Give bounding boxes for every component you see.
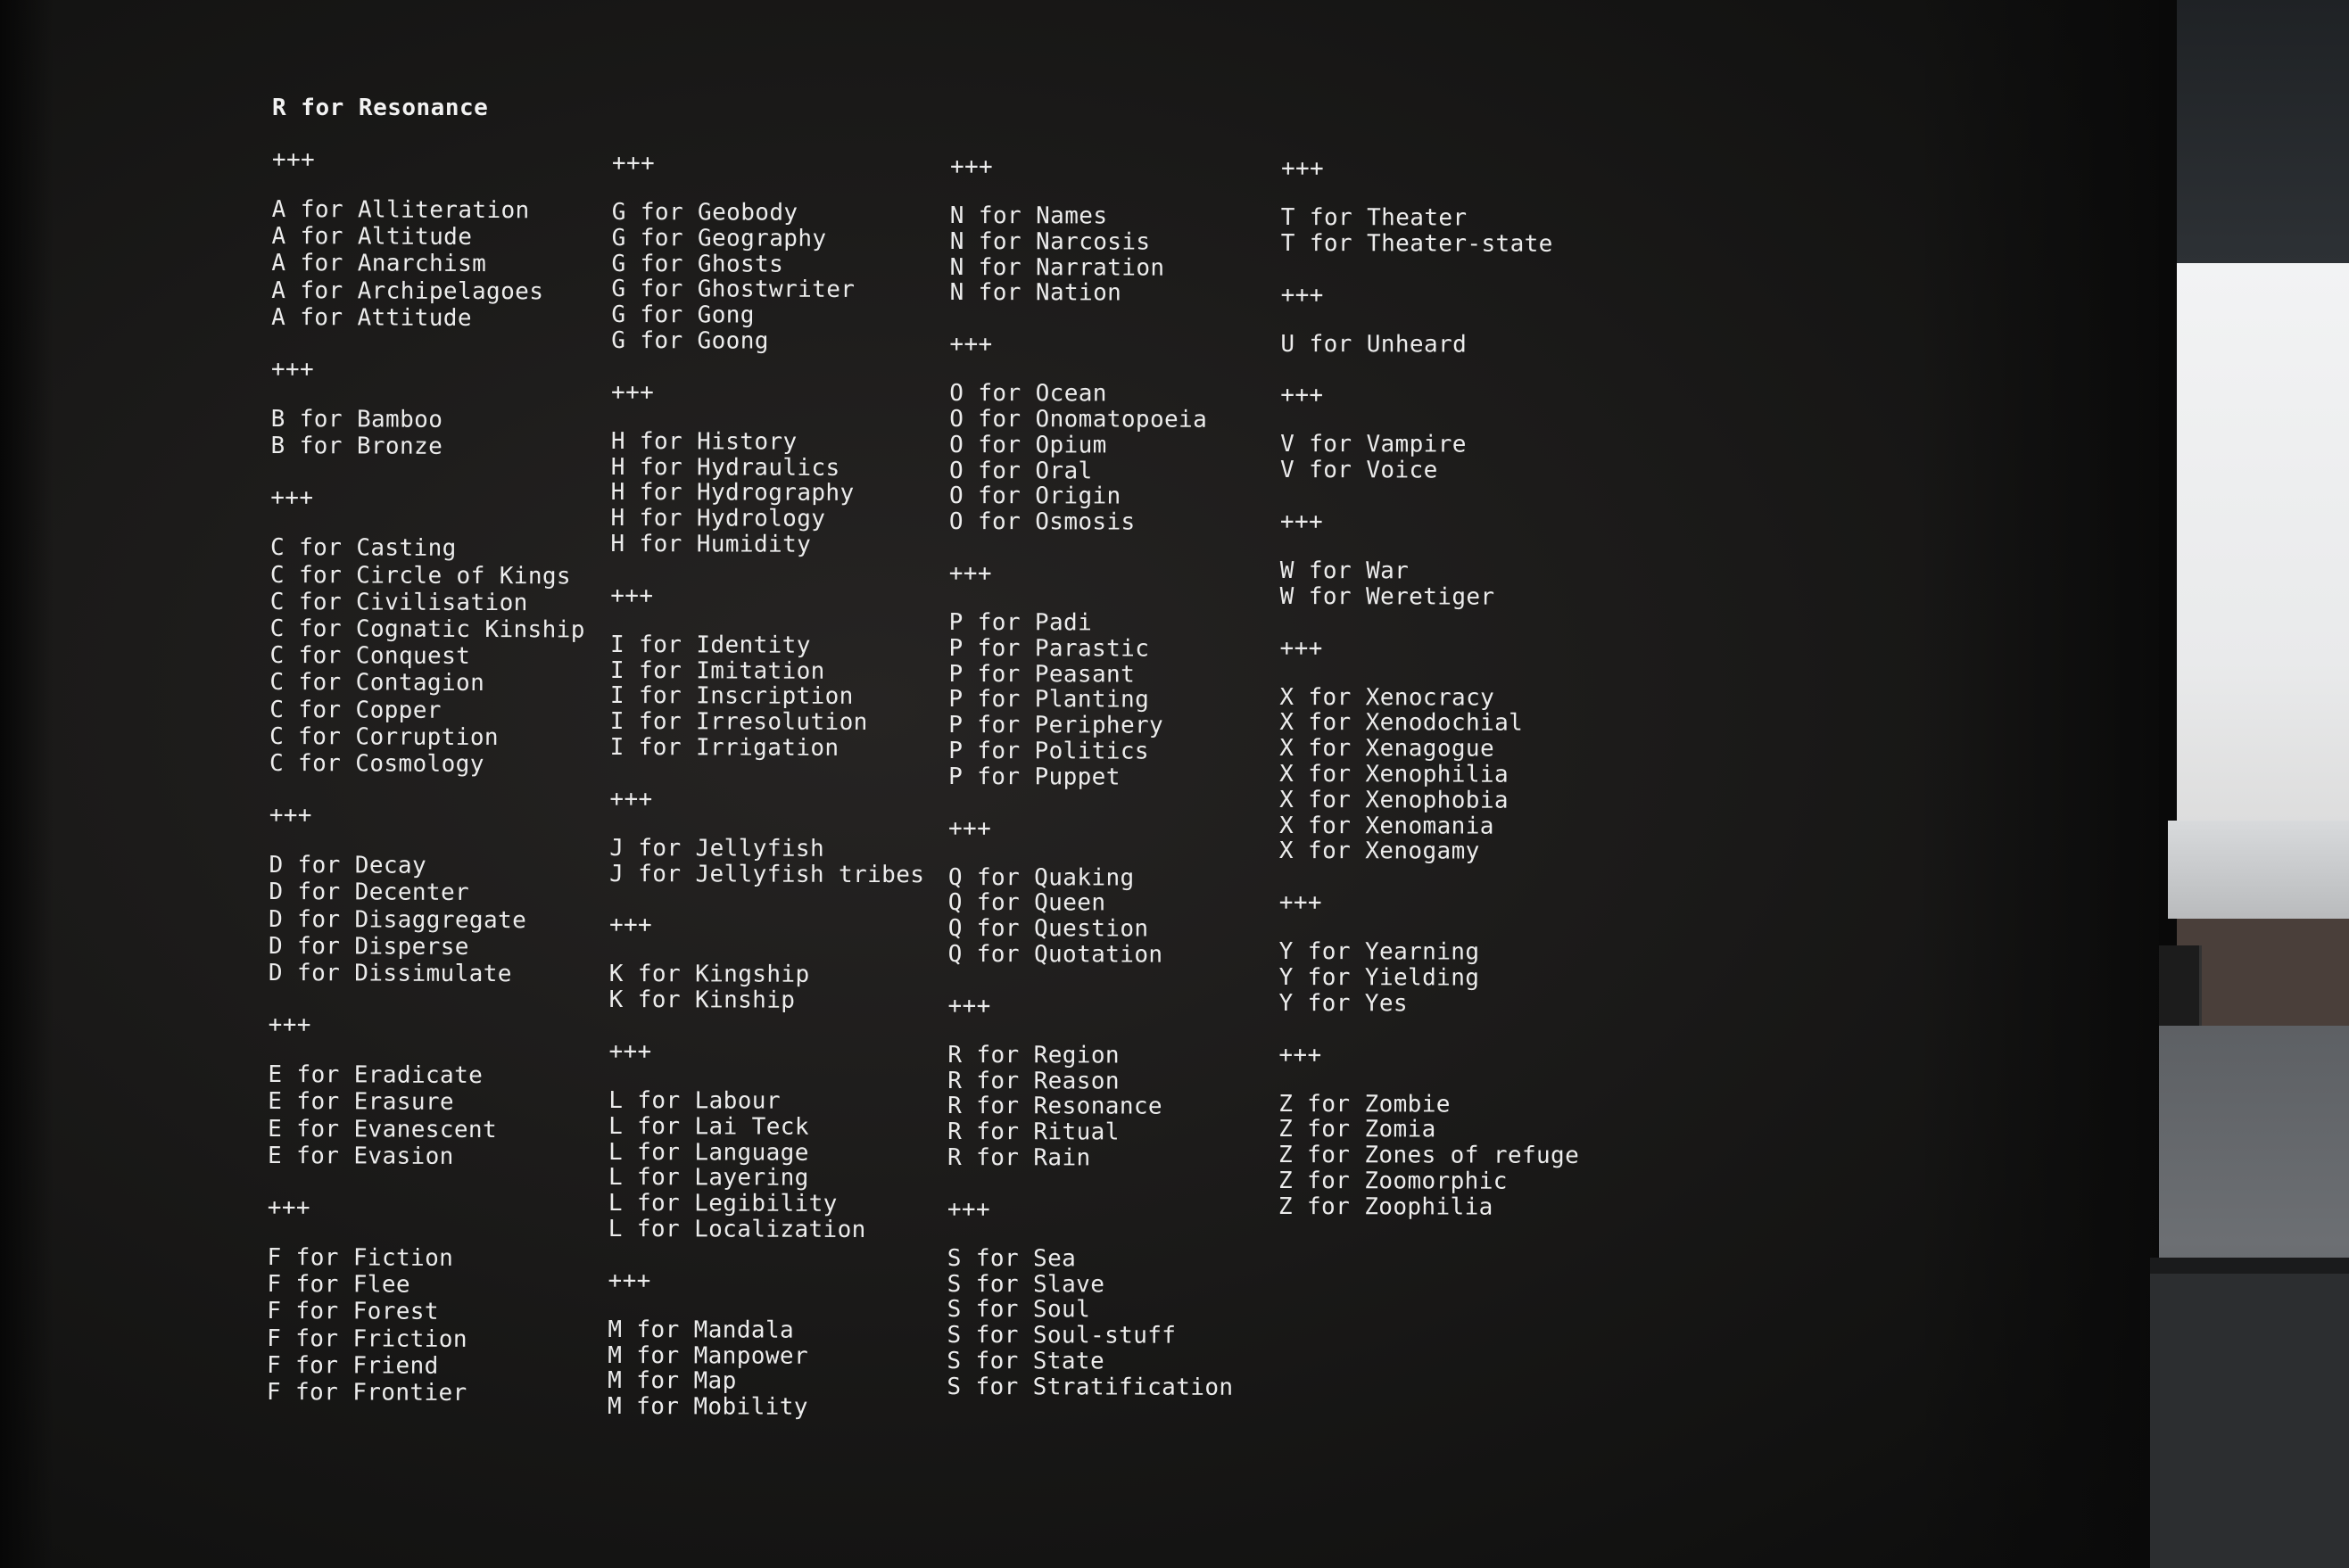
glossary-entry: I for Identity — [610, 631, 811, 659]
glossary-entry: P for Periphery — [948, 712, 1164, 739]
glossary-entry: G for Geography — [611, 224, 827, 252]
group-separator: +++ — [1280, 155, 1325, 183]
glossary-entry: B for Bronze — [270, 433, 443, 461]
glossary-entry: N for Narcosis — [949, 227, 1151, 256]
glossary-column — [1278, 155, 1582, 1220]
glossary-entry: N for Nation — [949, 279, 1122, 307]
group-separator: +++ — [269, 802, 312, 829]
group-separator: +++ — [1278, 1041, 1322, 1069]
glossary-entry: M for Manpower — [608, 1341, 809, 1370]
glossary-entry: H for Hydrography — [610, 479, 855, 508]
glossary-entry: R for Reason — [947, 1067, 1120, 1095]
glossary-entry: W for Weretiger — [1279, 582, 1495, 611]
glossary-entry: D for Disperse — [269, 932, 469, 961]
glossary-entry: C for Cognatic Kinship — [269, 615, 585, 644]
glossary-entry: A for Archipelagoes — [271, 276, 544, 305]
letter-group — [947, 993, 1235, 1172]
glossary-entry: J for Jellyfish — [609, 834, 825, 862]
group-separator: +++ — [949, 331, 993, 359]
group-separator: +++ — [271, 146, 316, 174]
group-separator: +++ — [947, 814, 992, 842]
glossary-entry: R for Region — [947, 1041, 1121, 1069]
glossary-entry: O for Osmosis — [948, 508, 1136, 536]
letter-group — [271, 146, 587, 333]
glossary-entry: P for Parastic — [948, 634, 1150, 663]
glossary-entry: U for Unheard — [1280, 330, 1468, 359]
glossary-entry: M for Mobility — [608, 1393, 808, 1421]
letter-group — [948, 560, 1236, 790]
letter-group — [611, 150, 927, 355]
glossary-entry: O for Oral — [949, 457, 1093, 484]
glossary-entry: O for Origin — [948, 483, 1121, 510]
gallery-back-wall — [2177, 919, 2349, 1026]
glossary-entry: L for Lai Teck — [608, 1112, 809, 1141]
glossary-entry: D for Decay — [269, 852, 427, 880]
group-separator: +++ — [270, 484, 314, 512]
glossary-entry: S for State — [947, 1347, 1105, 1375]
glossary-entry: V for Vampire — [1280, 431, 1467, 458]
glossary-entry: A for Altitude — [271, 223, 473, 252]
letter-group — [950, 153, 1237, 307]
group-separator: +++ — [947, 992, 991, 1019]
glossary-entry: G for Gong — [611, 301, 755, 329]
glossary-entry: P for Puppet — [948, 763, 1121, 791]
letter-group — [610, 379, 926, 558]
glossary-entry: T for Theater-state — [1280, 229, 1553, 258]
glossary-entry: G for Ghosts — [611, 250, 784, 278]
glossary-entry: S for Stratification — [947, 1373, 1234, 1401]
group-separator: +++ — [268, 1011, 311, 1039]
glossary-entry: C for Cosmology — [269, 750, 484, 779]
group-separator: +++ — [610, 378, 655, 406]
glossary-entry: N for Narration — [949, 253, 1165, 282]
group-separator: +++ — [611, 150, 656, 177]
glossary-entry: X for Xenophobia — [1279, 786, 1509, 814]
glossary-entry: C for Circle of Kings — [269, 561, 572, 590]
glossary-entry: P for Peasant — [948, 660, 1136, 689]
glossary-entry: X for Xenagogue — [1279, 735, 1495, 763]
glossary-entry: I for Imitation — [609, 656, 825, 685]
glossary-entry: F for Flee — [267, 1271, 411, 1299]
glossary-entry: Z for Zoophilia — [1278, 1193, 1493, 1221]
letter-group — [609, 786, 925, 888]
glossary-entry: Z for Zoomorphic — [1278, 1167, 1508, 1195]
glossary-entry: A for Anarchism — [271, 250, 487, 278]
glossary-entry: K for Kinship — [608, 986, 796, 1014]
glossary-entry: S for Soul — [947, 1296, 1091, 1324]
wall-title: R for Resonance — [272, 95, 489, 121]
glossary-entry: J for Jellyfish tribes — [609, 860, 925, 888]
wall-shadow-left — [0, 0, 54, 1568]
glossary-entry: R for Ritual — [947, 1118, 1120, 1146]
glossary-entry: L for Labour — [608, 1086, 781, 1115]
group-separator: +++ — [1280, 382, 1324, 409]
glossary-entry: M for Map — [608, 1367, 737, 1395]
glossary-entry: Y for Yielding — [1278, 963, 1480, 992]
glossary-entry: R for Resonance — [947, 1093, 1163, 1120]
glossary-entry: Z for Zomia — [1278, 1116, 1436, 1143]
group-separator: +++ — [1279, 508, 1324, 536]
letter-group — [608, 1038, 924, 1243]
glossary-column — [608, 150, 927, 1421]
gallery-ceiling — [2177, 0, 2349, 263]
glossary-entry: L for Localization — [608, 1215, 866, 1243]
letter-group — [947, 1196, 1234, 1401]
glossary-entry: L for Legibility — [608, 1190, 838, 1218]
group-separator: +++ — [1280, 281, 1324, 309]
glossary-entry: F for Friction — [267, 1325, 467, 1353]
letter-group — [1278, 1042, 1580, 1221]
glossary-entry: Q for Question — [947, 915, 1149, 943]
letter-group — [1280, 382, 1581, 483]
group-separator: +++ — [609, 785, 653, 813]
glossary-entry: O for Opium — [949, 431, 1107, 459]
glossary-entry: G for Ghostwriter — [611, 276, 856, 304]
glossary-entry: X for Xenocracy — [1279, 683, 1495, 712]
glossary-entry: I for Irresolution — [609, 708, 868, 737]
glossary-entry: K for Kingship — [608, 961, 810, 989]
letter-group — [610, 582, 926, 762]
group-separator: +++ — [947, 1195, 991, 1223]
glossary-entry: X for Xenomania — [1278, 812, 1494, 840]
glossary-entry: Q for Queen — [947, 889, 1106, 917]
glossary-entry: Z for Zombie — [1278, 1090, 1451, 1118]
glossary-entry: C for Copper — [269, 696, 442, 724]
glossary-entry: T for Theater — [1280, 203, 1468, 232]
letter-group — [1280, 508, 1581, 610]
group-separator: +++ — [948, 559, 992, 588]
glossary-entry: P for Padi — [948, 608, 1093, 637]
group-separator: +++ — [608, 1267, 651, 1294]
glossary-column — [267, 146, 587, 1407]
glossary-entry: D for Dissimulate — [268, 960, 512, 988]
group-separator: +++ — [267, 1194, 311, 1222]
glossary-entry: H for Hydraulics — [610, 453, 840, 482]
glossary-entry: E for Evasion — [267, 1142, 454, 1170]
glossary-entry: S for Sea — [947, 1244, 1077, 1273]
glossary-entry: E for Erasure — [268, 1088, 455, 1117]
glossary-entry: P for Politics — [948, 737, 1150, 765]
glossary-entry: Y for Yes — [1278, 989, 1409, 1018]
glossary-entry: F for Fiction — [267, 1244, 454, 1272]
letter-group — [269, 802, 584, 988]
glossary-entry: X for Xenodochial — [1279, 709, 1524, 738]
glossary-column — [947, 153, 1237, 1400]
glossary-entry: L for Language — [608, 1138, 809, 1167]
group-separator: +++ — [608, 912, 653, 939]
group-separator: +++ — [608, 1037, 652, 1066]
floor-platform-edge — [2150, 1258, 2349, 1274]
glossary-entry: O for Onomatopoeia — [949, 405, 1208, 433]
letter-group — [1279, 635, 1581, 865]
letter-group — [948, 815, 1236, 969]
letter-group — [1280, 282, 1581, 359]
letter-group — [949, 331, 1237, 536]
glossary-entry: C for Corruption — [269, 722, 500, 751]
letter-group — [1281, 155, 1582, 257]
glossary-entry: P for Planting — [948, 686, 1150, 714]
glossary-entry: C for Civilisation — [269, 588, 528, 617]
glossary-entry: Q for Quotation — [947, 940, 1163, 969]
glossary-entry: E for Eradicate — [268, 1061, 484, 1090]
floor-platform — [2150, 1258, 2349, 1568]
group-separator: +++ — [1279, 634, 1323, 662]
glossary-entry: Z for Zones of refuge — [1278, 1142, 1580, 1170]
glossary-entry: F for Forest — [267, 1298, 440, 1326]
glossary-entry: C for Contagion — [269, 669, 485, 697]
glossary-entry: S for Soul-stuff — [947, 1322, 1177, 1349]
glossary-entry: H for Hydrology — [610, 505, 826, 533]
letter-group — [609, 912, 925, 1014]
glossary-entry: D for Disaggregate — [269, 905, 527, 934]
glossary-entry: W for War — [1279, 557, 1410, 585]
glossary-entry: V for Voice — [1280, 457, 1438, 484]
glossary-entry: S for Slave — [947, 1270, 1105, 1298]
letter-group — [268, 1011, 583, 1170]
letter-group — [267, 1194, 583, 1407]
glossary-entry: A for Alliteration — [271, 195, 530, 225]
glossary-entry: G for Goong — [611, 326, 769, 355]
glossary-entry: N for Names — [949, 202, 1108, 230]
glossary-entry: G for Geobody — [611, 198, 798, 227]
group-separator: +++ — [270, 356, 315, 384]
glossary-entry: D for Decenter — [269, 879, 470, 907]
window-blinds — [2168, 821, 2349, 919]
glossary-entry: Y for Yearning — [1278, 938, 1480, 966]
glossary-entry: O for Ocean — [949, 380, 1107, 408]
glossary-entry: A for Attitude — [271, 303, 472, 332]
glossary-entry: Q for Quaking — [947, 863, 1135, 892]
glossary-entry: M for Mandala — [608, 1316, 795, 1344]
glossary-entry: C for Casting — [269, 534, 457, 563]
group-separator: +++ — [949, 153, 994, 181]
letter-group — [608, 1267, 923, 1421]
letter-group — [1278, 889, 1579, 1017]
group-separator: +++ — [610, 582, 654, 609]
glossary-entry: E for Evanescent — [268, 1115, 498, 1143]
letter-group — [269, 484, 586, 778]
glossary-entry: F for Friend — [266, 1351, 439, 1380]
projection-screen — [2177, 263, 2349, 834]
glossary-entry: H for Humidity — [610, 530, 812, 558]
group-separator: +++ — [1278, 889, 1323, 917]
glossary-entry: L for Layering — [608, 1164, 809, 1193]
glossary-entry: X for Xenophilia — [1279, 760, 1509, 788]
glossary-entry: R for Rain — [947, 1143, 1091, 1172]
letter-group — [270, 356, 586, 461]
glossary-entry: X for Xenogamy — [1278, 838, 1480, 865]
glossary-entry: I for Inscription — [609, 682, 854, 711]
glossary-entry: H for History — [610, 427, 798, 456]
glossary-entry: B for Bamboo — [270, 406, 443, 433]
glossary-entry: I for Irrigation — [609, 733, 840, 762]
glossary-entry: C for Conquest — [269, 642, 471, 671]
wall-shadow-right — [1918, 0, 2177, 1568]
glossary-entry: F for Frontier — [266, 1379, 467, 1407]
